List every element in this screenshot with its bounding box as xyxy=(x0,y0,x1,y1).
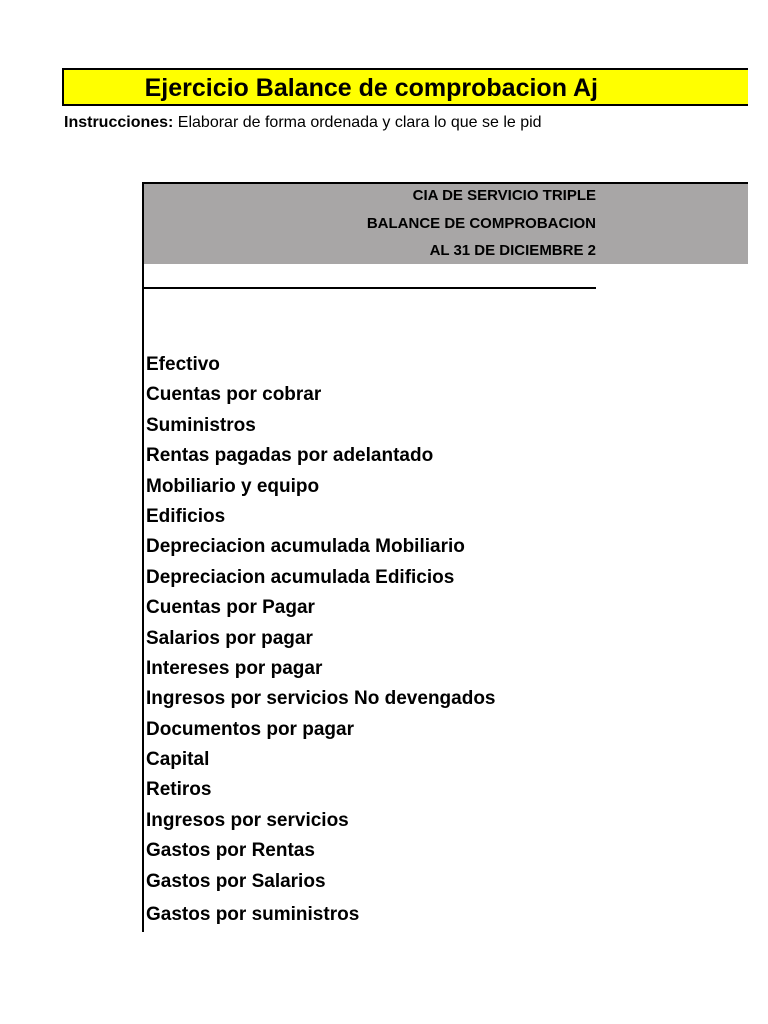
account-row[interactable]: Rentas pagadas por adelantado xyxy=(146,445,434,467)
account-row[interactable]: Cuentas por Pagar xyxy=(146,597,315,619)
instructions-text: Elaborar de forma ordenada y clara lo que se le pid xyxy=(173,114,542,131)
company-name: CIA DE SERVICIO TRIPLE xyxy=(412,187,596,204)
title-bar xyxy=(62,68,748,106)
account-row[interactable]: Ingresos por servicios No devengados xyxy=(146,688,496,710)
account-row[interactable]: Documentos por pagar xyxy=(146,718,354,740)
sheet-title: Ejercicio Balance de comprobacion Aj xyxy=(144,74,598,102)
header-rule xyxy=(144,287,596,289)
instructions-label: Instrucciones: xyxy=(64,114,174,131)
account-row[interactable]: Gastos por suministros xyxy=(146,904,360,926)
instructions xyxy=(64,112,596,134)
account-row[interactable]: Intereses por pagar xyxy=(146,657,323,679)
account-row[interactable]: Suministros xyxy=(146,414,256,436)
account-list xyxy=(146,350,596,930)
account-row[interactable]: Gastos por Salarios xyxy=(146,870,326,892)
account-row[interactable]: Gastos por Rentas xyxy=(146,840,315,862)
account-row[interactable]: Efectivo xyxy=(146,354,220,375)
account-row[interactable]: Retiros xyxy=(146,779,212,801)
account-row[interactable]: Mobiliario y equipo xyxy=(146,475,320,497)
account-row[interactable]: Cuentas por cobrar xyxy=(146,384,322,406)
account-row[interactable]: Ingresos por servicios xyxy=(146,809,349,831)
account-row[interactable]: Edificios xyxy=(146,505,226,527)
account-row[interactable]: Depreciacion acumulada Edificios xyxy=(146,566,455,588)
report-name: BALANCE DE COMPROBACION xyxy=(366,215,596,232)
report-date: AL 31 DE DICIEMBRE 2 xyxy=(429,242,596,259)
account-row[interactable]: Salarios por pagar xyxy=(146,627,313,649)
account-row[interactable]: Capital xyxy=(146,749,210,771)
account-row[interactable]: Depreciacion acumulada Mobiliario xyxy=(146,536,465,558)
